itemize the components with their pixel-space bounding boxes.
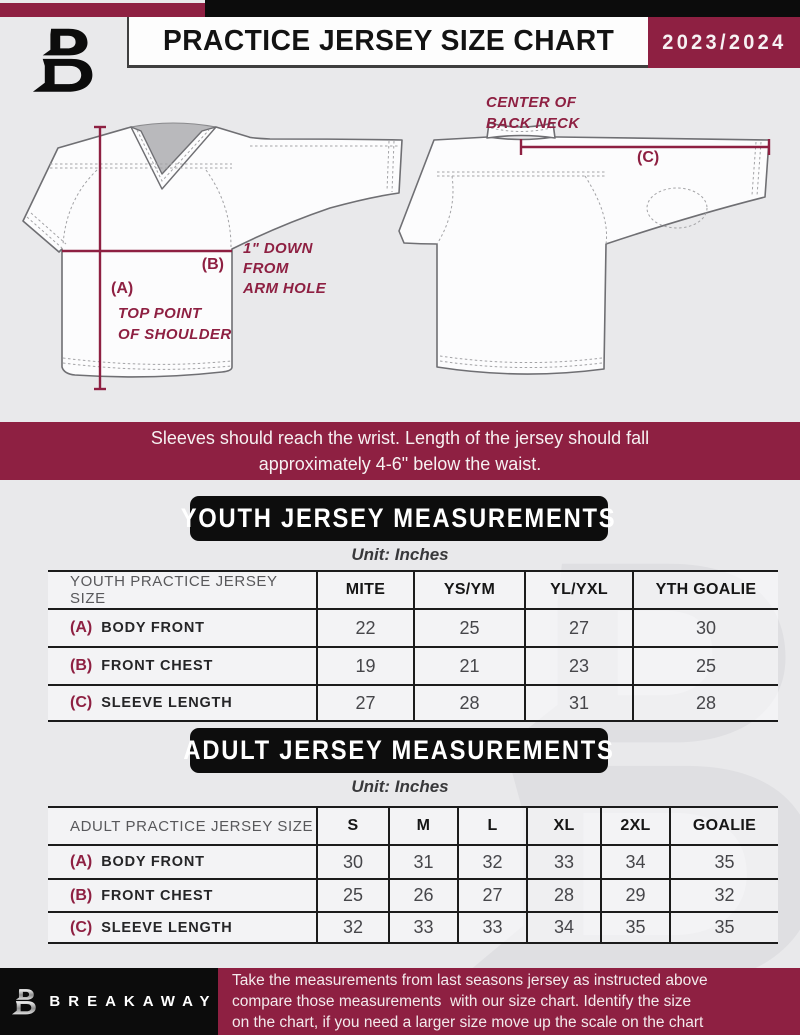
adult-col-xl: XL bbox=[526, 806, 600, 844]
table-cell: 30 bbox=[316, 844, 388, 878]
youth-size-table bbox=[48, 570, 778, 722]
footer-note-line-1: Take the measurements from last seasons jersey as instructed above bbox=[232, 972, 708, 989]
label-c-caption: CENTER OF BACK NECK bbox=[486, 94, 580, 132]
table-cell: 21 bbox=[413, 646, 524, 684]
footer-note-line-2: compare those measurements with our size chart. Identify the size bbox=[232, 993, 692, 1010]
table-cell: 35 bbox=[669, 844, 778, 878]
page-title: PRACTICE JERSEY SIZE CHART bbox=[162, 24, 615, 57]
table-cell: 26 bbox=[388, 878, 457, 911]
table-cell: 27 bbox=[524, 608, 632, 646]
table-cell: 31 bbox=[524, 684, 632, 722]
table-cell: 25 bbox=[632, 646, 778, 684]
table-cell: 27 bbox=[316, 684, 413, 722]
youth-col-ylyxl: YL/YXL bbox=[524, 570, 632, 608]
table-cell: 32 bbox=[316, 911, 388, 944]
table-cell: 25 bbox=[316, 878, 388, 911]
fit-notice-banner bbox=[0, 422, 800, 480]
table-cell: 25 bbox=[413, 608, 524, 646]
table-cell: 35 bbox=[600, 911, 669, 944]
label-c: (C) bbox=[637, 149, 660, 166]
jersey-diagram bbox=[0, 80, 800, 425]
table-cell: 33 bbox=[526, 844, 600, 878]
table-cell: 33 bbox=[388, 911, 457, 944]
table-cell: 27 bbox=[457, 878, 526, 911]
adult-col-m: M bbox=[388, 806, 457, 844]
adult-table-corner: ADULT PRACTICE JERSEY SIZE bbox=[48, 806, 316, 844]
season-label: 2023/2024 bbox=[661, 30, 787, 54]
adult-size-table bbox=[48, 806, 778, 944]
adult-unit-label: Unit: Inches bbox=[351, 777, 449, 796]
youth-col-mite: MITE bbox=[316, 570, 413, 608]
youth-table-corner: YOUTH PRACTICE JERSEY SIZE bbox=[48, 570, 316, 608]
adult-row-a-label: (A) BODY FRONT bbox=[48, 844, 316, 878]
adult-row-b-label: (B) FRONT CHEST bbox=[48, 878, 316, 911]
youth-row-a-label: (A) BODY FRONT bbox=[48, 608, 316, 646]
table-cell: 22 bbox=[316, 608, 413, 646]
youth-col-ysym: YS/YM bbox=[413, 570, 524, 608]
header-maroon-strip bbox=[0, 3, 205, 17]
table-cell: 29 bbox=[600, 878, 669, 911]
notice-line-1: Sleeves should reach the wrist. Length of the jersey should fall bbox=[150, 428, 650, 448]
youth-row-c-label: (C) SLEEVE LENGTH bbox=[48, 684, 316, 722]
adult-col-s: S bbox=[316, 806, 388, 844]
season-badge bbox=[648, 17, 800, 68]
page-title-box bbox=[127, 17, 648, 68]
footer-brand-block bbox=[0, 968, 218, 1035]
label-b-caption: 1" DOWN FROM ARM HOLE bbox=[243, 240, 327, 297]
table-cell: 28 bbox=[526, 878, 600, 911]
table-cell: 32 bbox=[669, 878, 778, 911]
table-cell: 28 bbox=[632, 684, 778, 722]
brand-name: BREAKAWAY bbox=[49, 993, 218, 1010]
table-cell: 23 bbox=[524, 646, 632, 684]
table-cell: 31 bbox=[388, 844, 457, 878]
footer-note-line-3: on the chart, if you need a larger size move up the scale on the chart bbox=[232, 1014, 704, 1031]
footer bbox=[0, 968, 800, 1035]
header-black-strip bbox=[205, 0, 800, 17]
table-cell: 34 bbox=[600, 844, 669, 878]
adult-col-2xl: 2XL bbox=[600, 806, 669, 844]
table-cell: 28 bbox=[413, 684, 524, 722]
label-b: (B) bbox=[201, 256, 224, 273]
table-cell: 19 bbox=[316, 646, 413, 684]
youth-row-b-label: (B) FRONT CHEST bbox=[48, 646, 316, 684]
table-cell: 30 bbox=[632, 608, 778, 646]
table-cell: 35 bbox=[669, 911, 778, 944]
label-a-caption: TOP POINT OF SHOULDER bbox=[118, 305, 232, 343]
youth-col-goalie: YTH GOALIE bbox=[632, 570, 778, 608]
breakaway-b-logo-icon-small bbox=[10, 986, 38, 1018]
adult-col-l: L bbox=[457, 806, 526, 844]
notice-line-2: approximately 4-6" below the waist. bbox=[258, 454, 542, 474]
adult-col-goalie: GOALIE bbox=[669, 806, 778, 844]
adult-row-c-label: (C) SLEEVE LENGTH bbox=[48, 911, 316, 944]
label-a: (A) bbox=[111, 280, 134, 297]
footer-instructions bbox=[218, 968, 800, 1035]
table-cell: 34 bbox=[526, 911, 600, 944]
adult-section-heading: ADULT JERSEY MEASUREMENTS bbox=[190, 728, 608, 773]
back-jersey-body bbox=[399, 137, 769, 374]
youth-unit-label: Unit: Inches bbox=[351, 545, 449, 564]
table-cell: 33 bbox=[457, 911, 526, 944]
table-cell: 32 bbox=[457, 844, 526, 878]
youth-section-heading: YOUTH JERSEY MEASUREMENTS bbox=[190, 496, 608, 541]
